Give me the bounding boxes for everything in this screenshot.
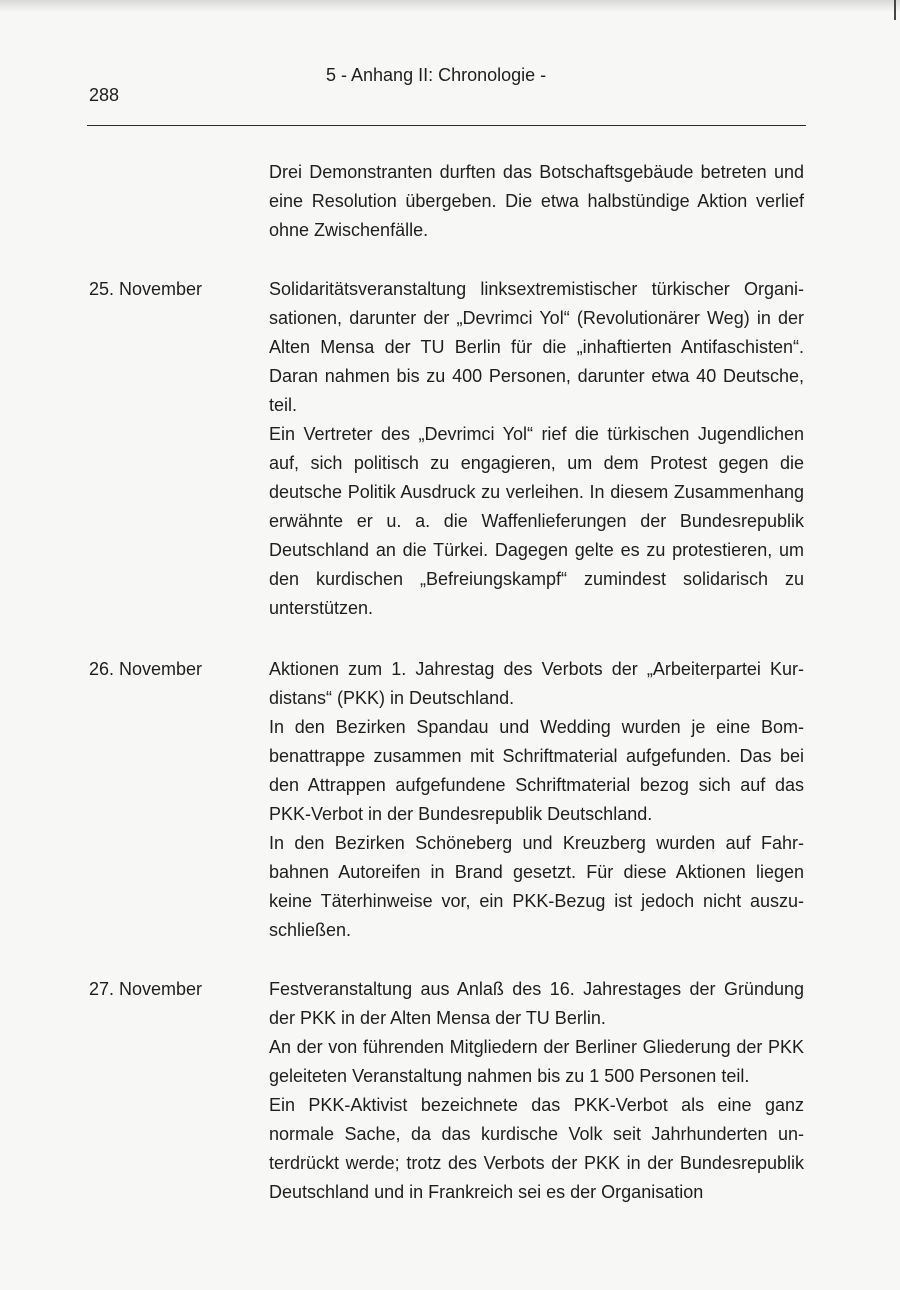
entry-date: 26. November xyxy=(89,659,203,679)
entry-paragraph: Ein PKK-Aktivist bezeichnete das PKK-Verbot als eine ganz normale Sache, da das kurdische Volk seit Jahrhunderten unterdrückt werde; trotz des Verbots der PKK in der Bundesrepublik Deutschland und in Frankreich sei es der Organisation xyxy=(269,1095,804,1202)
entry-body xyxy=(269,975,804,1207)
header-divider xyxy=(87,125,806,126)
entry-date: 25. November xyxy=(89,279,203,299)
entry-paragraph: Aktionen zum 1. Jahrestag des Verbots der „Arbeiterpartei Kurdistans“ (PKK) in Deutschland. xyxy=(269,659,804,708)
entry-paragraph: Festveranstaltung aus Anlaß des 16. Jahrestages der Gründung der PKK in der Alten Mensa der TU Berlin. xyxy=(269,979,804,1028)
entry-body xyxy=(269,158,804,245)
entry-body xyxy=(269,655,804,945)
entry-date: 27. November xyxy=(89,979,203,999)
entry-body xyxy=(269,275,804,623)
entry-paragraph: Drei Demonstranten durften das Botschaftsgebäude betreten und eine Resolution übergeben. Die etwa halbstündige Aktion verlief ohne Zwischenfälle. xyxy=(269,162,804,240)
entry-paragraph: Ein Vertreter des „Devrimci Yol“ rief die türkischen Jugendlichen auf, sich politisch zu engagieren, um dem Protest gegen die deutsche Politik Ausdruck zu verleihen. In diesem Zusammenhang erwähnte er u. a. die Waffenlieferungen der Bundesrepublik Deutschland an die Türkei. Dagegen gelte es zu protestieren, um den kurdischen „Befreiungskampf“ zumindest solidarisch zu unterstützen. xyxy=(269,424,804,618)
entry-paragraph: In den Bezirken Schöneberg und Kreuzberg wurden auf Fahrbahnen Autoreifen in Brand gesetzt. Für diese Aktionen liegen keine Täterhinweise vor, ein PKK-Bezug ist jedoch nicht auszuschließen. xyxy=(269,833,804,940)
scan-edge-shadow xyxy=(0,0,900,12)
entry-paragraph: Solidaritätsveranstaltung linksextremistischer türkischer Organisationen, darunter der „Devrimci Yol“ (Revolutionärer Weg) in der Alten Mensa der TU Berlin für die „inhaftierten Antifaschisten“. Daran nahmen bis zu 400 Personen, darunter etwa 40 Deutsche, teil. xyxy=(269,279,804,415)
entry-paragraph: An der von führenden Mitgliedern der Berliner Gliederung der PKK geleiteten Veranstaltung nahmen bis zu 1 500 Personen teil. xyxy=(269,1037,804,1086)
page-number: 288 xyxy=(89,85,120,105)
running-title: 5 - Anhang II: Chronologie - xyxy=(326,65,547,85)
entry-paragraph: In den Bezirken Spandau und Wedding wurden je eine Bombenattrappe zusammen mit Schriftmaterial aufgefunden. Das bei den Attrappen aufgefundene Schriftmaterial bezog sich auf das PKK-Verbot in der Bundesrepublik Deutschland. xyxy=(269,717,804,824)
scan-edge-mark xyxy=(894,0,896,20)
